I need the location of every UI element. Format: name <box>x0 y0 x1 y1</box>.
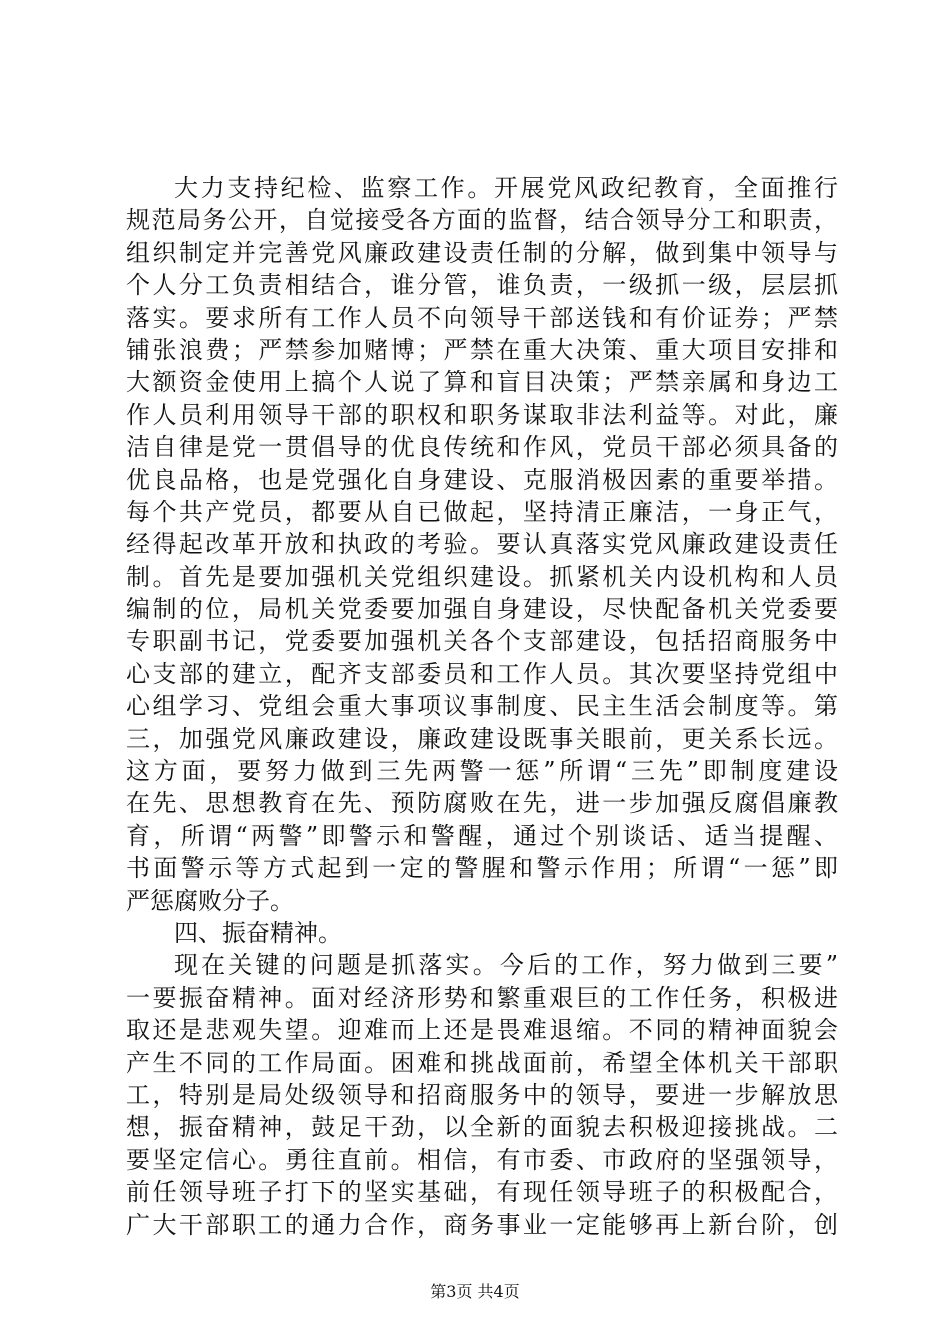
text-line: 作人员利用领导干部的职权和职务谋取非法利益等。对此，廉 <box>126 400 838 429</box>
text-line: 在先、思想教育在先、预防腐败在先，进一步加强反腐倡廉教 <box>126 789 838 818</box>
text-line: 每个共产党员，都要从自已做起，坚持清正廉洁，一身正气， <box>126 497 838 526</box>
text-line: 这方面，要努力做到三先两警一惩”所谓“三先”即制度建设 <box>126 757 838 786</box>
text-line: 铺张浪费；严禁参加赌博；严禁在重大决策、重大项目安排和 <box>126 335 838 364</box>
text-line: 一要振奋精神。面对经济形势和繁重艰巨的工作任务，积极进 <box>126 983 838 1012</box>
text-line: 要坚定信心。勇往直前。相信，有市委、市政府的坚强领导， <box>126 1145 838 1174</box>
text-line: 心组学习、党组会重大事项议事制度、民主生活会制度等。第 <box>126 692 838 721</box>
text-line: 落实。要求所有工作人员不向领导干部送钱和有价证券；严禁 <box>126 303 838 332</box>
text-line: 经得起改革开放和执政的考验。要认真落实党风廉政建设责任 <box>126 530 838 559</box>
text-line: 优良品格，也是党强化自身建设、克服消极因素的重要举措。 <box>126 465 838 494</box>
text-line: 大额资金使用上搞个人说了算和盲目决策；严禁亲属和身边工 <box>126 368 838 397</box>
text-line: 编制的位，局机关党委要加强自身建设，尽快配备机关党委要 <box>126 595 838 624</box>
text-line: 四、振奋精神。 <box>174 918 342 947</box>
text-line: 规范局务公开，自觉接受各方面的监督，结合领导分工和职责， <box>126 206 838 235</box>
text-line: 取还是悲观失望。迎难而上还是畏难退缩。不同的精神面貌会 <box>126 1016 838 1045</box>
text-line: 产生不同的工作局面。困难和挑战面前，希望全体机关干部职 <box>126 1048 838 1077</box>
text-line: 制。首先是要加强机关党组织建设。抓紧机关内设机构和人员 <box>126 562 838 591</box>
text-line: 个人分工负责相结合，谁分管，谁负责，一级抓一级，层层抓 <box>126 271 838 300</box>
text-line: 工，特别是局处级领导和招商服务中的领导，要进一步解放思 <box>126 1080 838 1109</box>
body-text <box>126 172 838 1241</box>
text-line: 大力支持纪检、监察工作。开展党风政纪教育，全面推行 <box>174 174 838 202</box>
page-footer: 第3页 共4页 <box>430 1282 520 1301</box>
text-line: 三，加强党风廉政建设，廉政建设既事关眼前，更关系长远。 <box>126 724 838 753</box>
text-line: 育，所谓“两警”即警示和警醒，通过个别谈话、适当提醒、 <box>126 821 838 850</box>
text-line: 严惩腐败分子。 <box>126 886 294 915</box>
text-line: 组织制定并完善党风廉政建设责任制的分解，做到集中领导与 <box>126 238 838 267</box>
text-line: 想，振奋精神，鼓足干劲，以全新的面貌去积极迎接挑战。二 <box>126 1113 838 1142</box>
text-line: 洁自律是党一贯倡导的优良传统和作风，党员干部必须具备的 <box>126 433 838 462</box>
text-line: 书面警示等方式起到一定的警腥和警示作用；所谓“一惩”即 <box>126 854 838 883</box>
text-line: 前任领导班子打下的坚实基础，有现任领导班子的积极配合， <box>126 1178 838 1207</box>
text-line: 广大干部职工的通力合作，商务事业一定能够再上新台阶，创 <box>126 1210 838 1239</box>
text-line: 心支部的建立，配齐支部委员和工作人员。其次要坚持党组中 <box>126 659 838 688</box>
text-line: 现在关键的问题是抓落实。今后的工作，努力做到三要” <box>174 951 838 980</box>
text-line: 专职副书记，党委要加强机关各个支部建设，包括招商服务中 <box>126 627 838 656</box>
